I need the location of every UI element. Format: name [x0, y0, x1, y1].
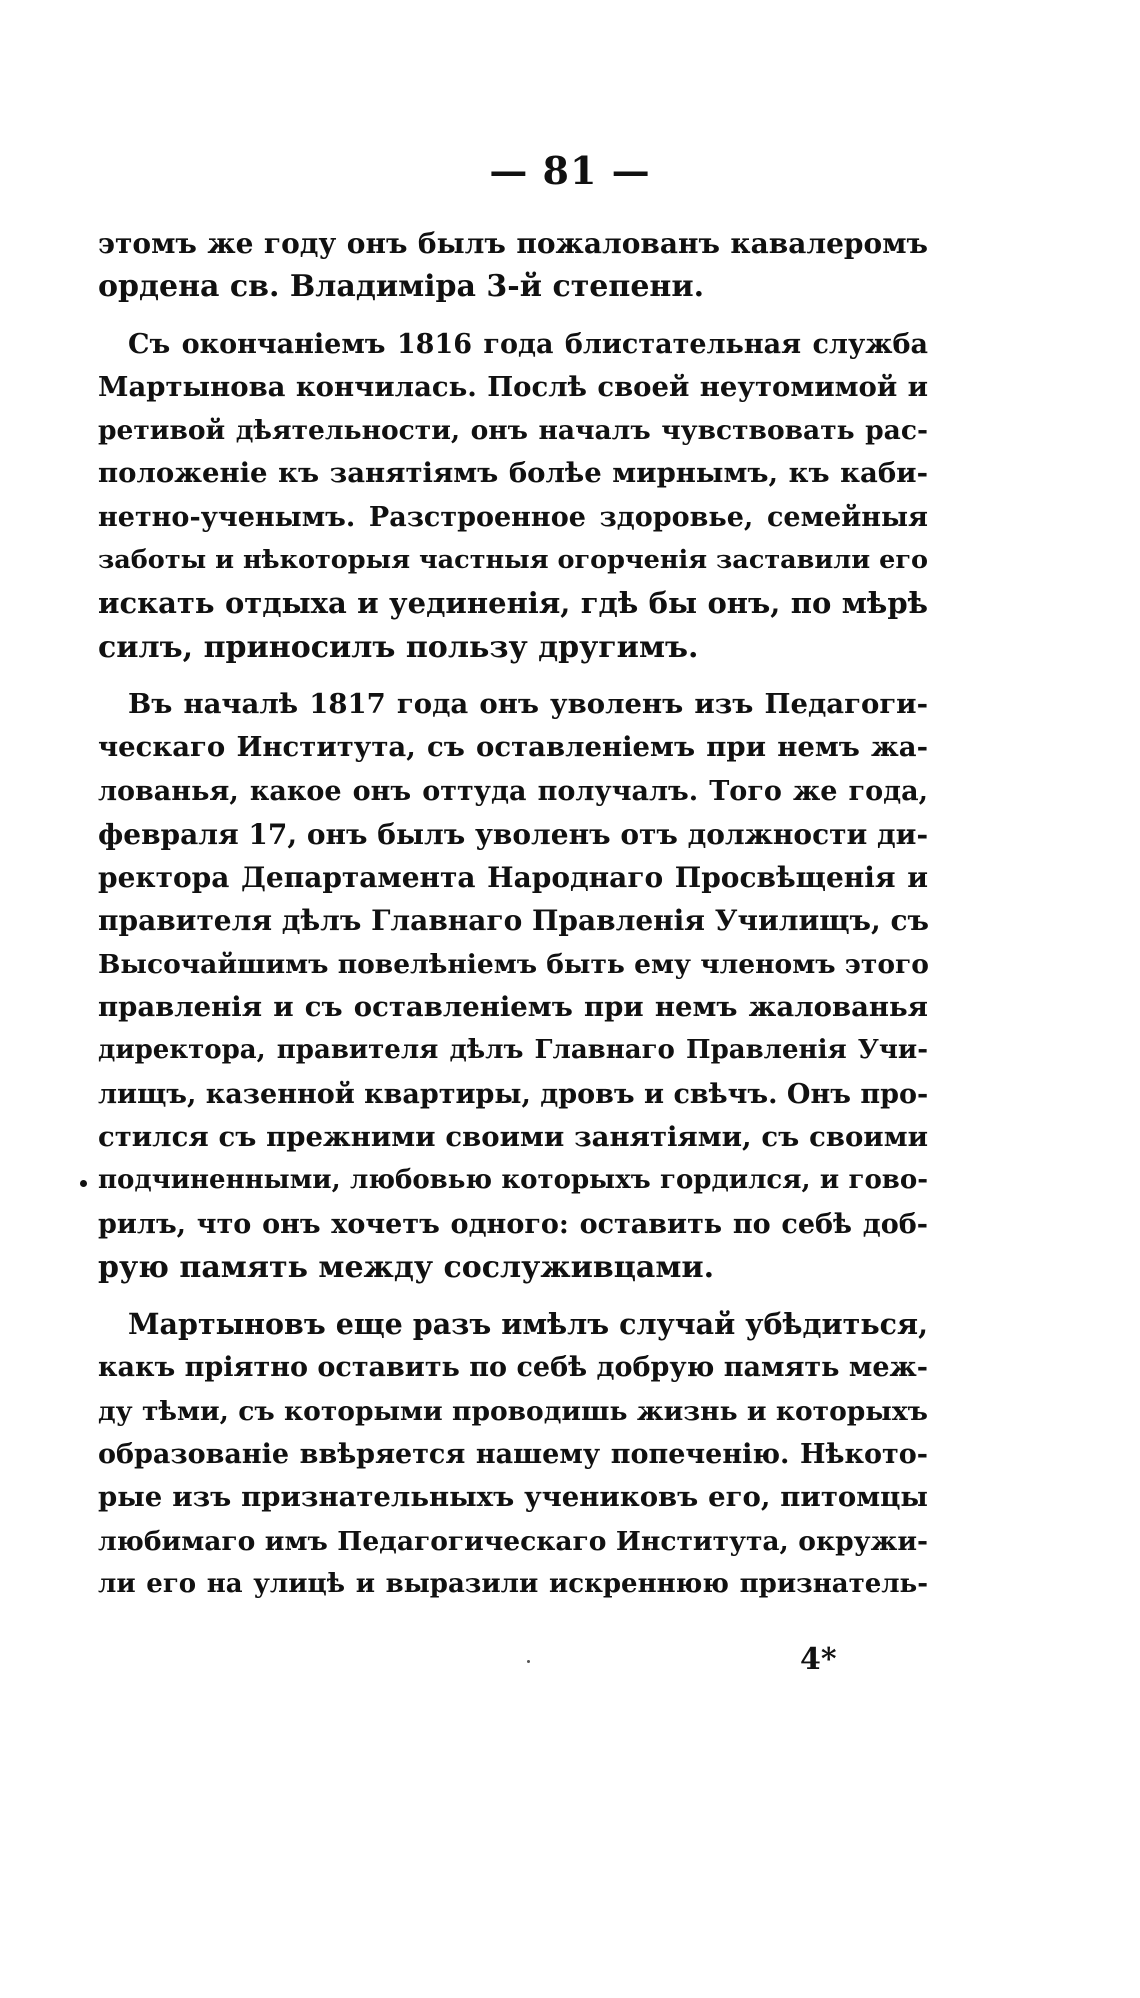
printer-signature: 4*	[800, 1642, 837, 1677]
text-line: Мартынова кончилась. Послѣ своей неутомимой и	[98, 370, 928, 403]
paragraph-2	[98, 323, 928, 669]
text-line: лованья, какое онъ оттуда получалъ. Того же года,	[98, 775, 928, 807]
text-line: ретивой дѣятельности, онъ началъ чувствовать рас-	[98, 415, 928, 447]
text-line: директора, правителя дѣлъ Главнаго Правленія Учи-	[98, 1035, 928, 1066]
text-line: ческаго Института, съ оставленіемъ при немъ жа-	[98, 731, 928, 764]
text-line: заботы и нѣкоторыя частныя огорченія заставили его	[98, 545, 928, 576]
text-line: Мартыновъ еще разъ имѣлъ случай убѣдиться,	[128, 1307, 928, 1342]
text-line: любимаго имъ Педагогическаго Института, окружи-	[98, 1525, 928, 1557]
text-line: стился съ прежними своими занятіями, съ своими	[98, 1120, 928, 1153]
text-line: рые изъ признательныхъ учениковъ его, питомцы	[98, 1481, 928, 1514]
paragraph-1	[98, 222, 928, 309]
text-line: ли его на улицѣ и выразили искреннюю признатель-	[98, 1568, 928, 1599]
body-text	[98, 222, 928, 1620]
text-line: образованіе ввѣряется нашему попеченію. Нѣкото-	[98, 1439, 928, 1471]
text-line: подчиненными, любовью которыхъ гордился, и гово-	[98, 1165, 928, 1196]
text-line: положеніе къ занятіямъ болѣе мирнымъ, къ каби-	[98, 457, 928, 490]
text-line: искать отдыха и уединенія, гдѣ бы онъ, по мѣрѣ	[98, 586, 928, 621]
paragraph-3	[98, 683, 928, 1289]
text-line: Высочайшимъ повелѣніемъ быть ему членомъ этого	[98, 948, 929, 980]
text-line: этомъ же году онъ былъ пожалованъ кавалеромъ	[98, 227, 928, 260]
text-line: ректора Департамента Народнаго Просвѣщенія и	[98, 861, 928, 895]
ink-spot	[80, 1180, 87, 1187]
text-line: Съ окончаніемъ 1816 года блистательная служба	[128, 328, 928, 360]
text-line: рилъ, что онъ хочетъ одного: оставить по себѣ доб-	[98, 1208, 928, 1240]
ink-speck	[527, 1660, 530, 1663]
text-line: ду тѣми, съ которыми проводишь жизнь и которыхъ	[98, 1395, 928, 1427]
text-line: лищъ, казенной квартиры, дровъ и свѣчъ. Онъ про-	[98, 1078, 929, 1110]
text-line: правителя дѣлъ Главнаго Правленія Училищъ, съ	[98, 904, 930, 938]
text-line: рую память между сослуживцами.	[98, 1249, 715, 1285]
text-line: февраля 17, онъ былъ уволенъ отъ должности ди-	[98, 817, 929, 851]
page-number: — 81 —	[489, 148, 651, 193]
paragraph-4	[98, 1303, 928, 1606]
text-line: правленія и съ оставленіемъ при немъ жалованья	[98, 991, 928, 1024]
text-line: какъ пріятно оставить по себѣ добрую память меж-	[98, 1352, 928, 1384]
text-line: ордена св. Владиміра 3-й степени.	[98, 269, 705, 305]
text-line: Въ началѣ 1817 года онъ уволенъ изъ Педагоги-	[128, 687, 928, 720]
text-line: силъ, приносилъ пользу другимъ.	[98, 629, 699, 665]
text-line: нетно-ученымъ. Разстроенное здоровье, семейныя	[98, 501, 928, 533]
